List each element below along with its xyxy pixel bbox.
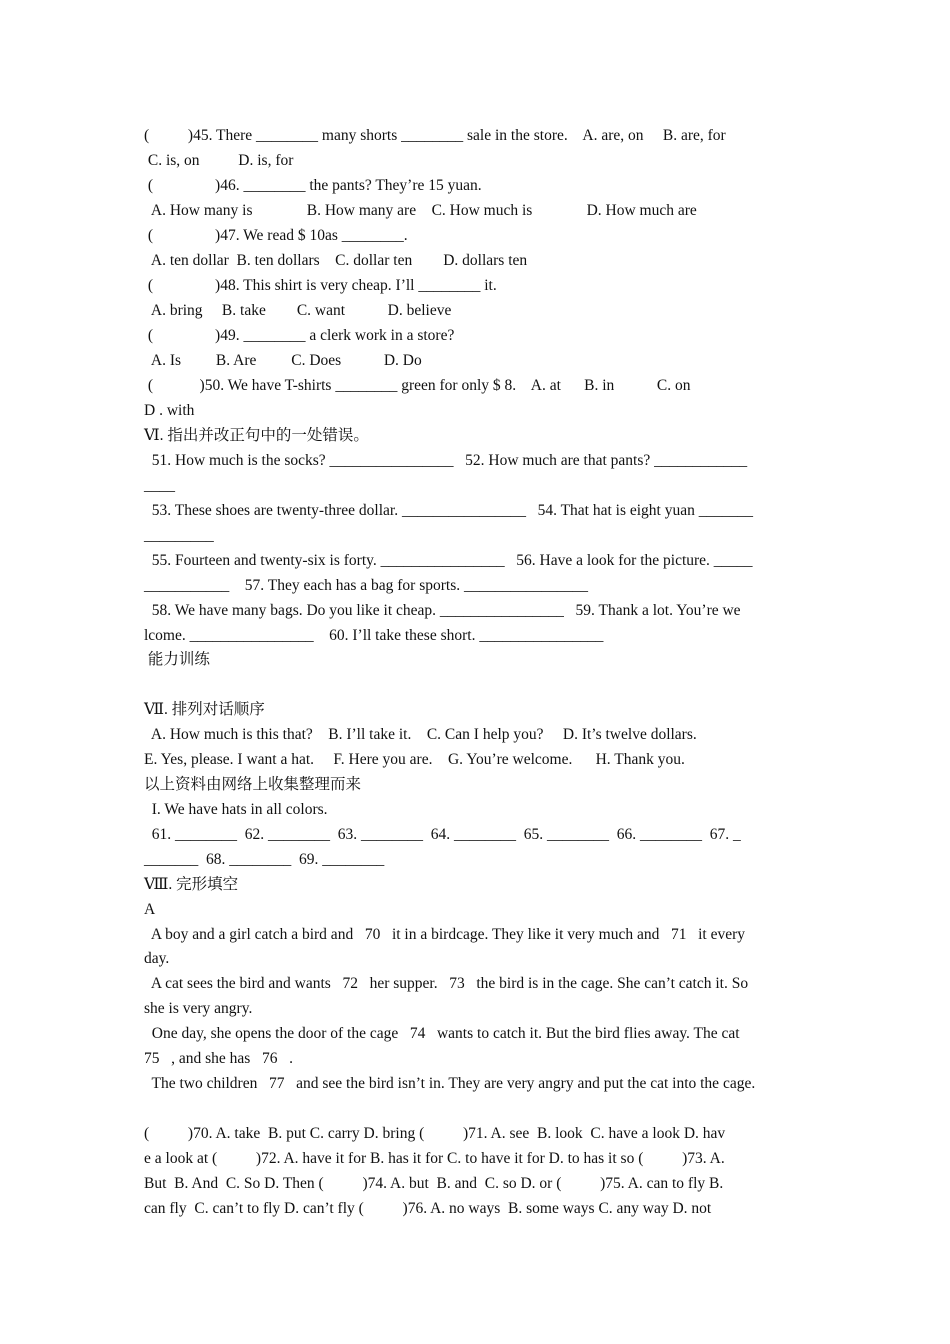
text-line xyxy=(144,672,812,697)
text-line: A. How many is B. How many are C. How much is D. How much are xyxy=(144,202,697,219)
text-line: E. Yes, please. I want a hat. F. Here you are. G. You’re welcome. H. Thank you. xyxy=(144,751,685,768)
text-line: ( )45. There ________ many shorts ________ sale in the store. A. are, on B. are, for xyxy=(144,127,726,144)
text-line: 58. We have many bags. Do you like it cheap. ________________ 59. Thank a lot. You’re we xyxy=(144,602,741,619)
text-line: A. bring B. take C. want D. believe xyxy=(144,302,452,319)
text-line: ( )70. A. take B. put C. carry D. bring ( )71. A. see B. look C. have a look D. hav xyxy=(144,1125,726,1142)
text-line: day. xyxy=(144,950,170,967)
text-line: A boy and a girl catch a bird and 70 it in a birdcage. They like it very much and 71 it every xyxy=(144,926,746,943)
text-line: ____ xyxy=(144,477,175,494)
text-line: One day, she opens the door of the cage 74 wants to catch it. But the bird flies away. The cat xyxy=(144,1025,740,1042)
text-line: ( )50. We have T-shirts ________ green for only $ 8. A. at B. in C. on xyxy=(144,377,691,394)
text-line: I. We have hats in all colors. xyxy=(144,801,328,818)
text-line: D . with xyxy=(144,402,195,419)
text-line: can fly C. can’t to fly D. can’t fly ( )76. A. no ways B. some ways C. any way D. not xyxy=(144,1200,712,1217)
text-line: 以上资料由网络上收集整理而来 xyxy=(144,776,362,793)
text-line: 55. Fourteen and twenty-six is forty. ________________ 56. Have a look for the picture. _____ xyxy=(144,552,753,569)
text-line: ( )46. ________ the pants? They’re 15 yuan. xyxy=(144,177,482,194)
text-line: ( )49. ________ a clerk work in a store? xyxy=(144,327,455,344)
text-line: _______ 68. ________ 69. ________ xyxy=(144,851,385,868)
text-line: lcome. ________________ 60. I’ll take these short. ________________ xyxy=(144,627,604,644)
text-line: But B. And C. So D. Then ( )74. A. but B. and C. so D. or ( )75. A. can to fly B. xyxy=(144,1175,724,1192)
section-heading: Ⅵ. 指出并改正句中的一处错误。 xyxy=(144,427,369,444)
text-line: e a look at ( )72. A. have it for B. has it for C. to have it for D. to has it so ( )73. A. xyxy=(144,1150,725,1167)
text-line: C. is, on D. is, for xyxy=(144,152,294,169)
text-line: ___________ 57. They each has a bag for sports. ________________ xyxy=(144,577,588,594)
text-line: A. ten dollar B. ten dollars C. dollar ten D. dollars ten xyxy=(144,252,528,269)
text-line: 61. ________ 62. ________ 63. ________ 64. ________ 65. ________ 66. ________ 67. _ xyxy=(144,826,741,843)
text-line: _________ xyxy=(144,527,214,544)
text-line xyxy=(144,1096,812,1121)
text-line: A xyxy=(144,901,156,918)
text-line: 75 , and she has 76 . xyxy=(144,1050,293,1067)
text-line: A. Is B. Are C. Does D. Do xyxy=(144,352,422,369)
section-heading: Ⅷ. 完形填空 xyxy=(144,876,239,893)
section-heading: 能力训练 xyxy=(144,651,210,668)
text-line: The two children 77 and see the bird isn’t in. They are very angry and put the cat into the cage. xyxy=(144,1075,756,1092)
text-line: 53. These shoes are twenty-three dollar. ________________ 54. That hat is eight yuan _______ xyxy=(144,502,753,519)
text-line: ( )47. We read $ 10as ________. xyxy=(144,227,408,244)
text-line: A. How much is this that? B. I’ll take it. C. Can I help you? D. It’s twelve dollars. xyxy=(144,726,697,743)
text-line: ( )48. This shirt is very cheap. I’ll ________ it. xyxy=(144,277,497,294)
section-heading: Ⅶ. 排列对话顺序 xyxy=(144,701,265,718)
text-line: 51. How much is the socks? ________________ 52. How much are that pants? ____________ xyxy=(144,452,748,469)
text-line: she is very angry. xyxy=(144,1000,253,1017)
text-line: A cat sees the bird and wants 72 her supper. 73 the bird is in the cage. She can’t catch it. So xyxy=(144,975,749,992)
